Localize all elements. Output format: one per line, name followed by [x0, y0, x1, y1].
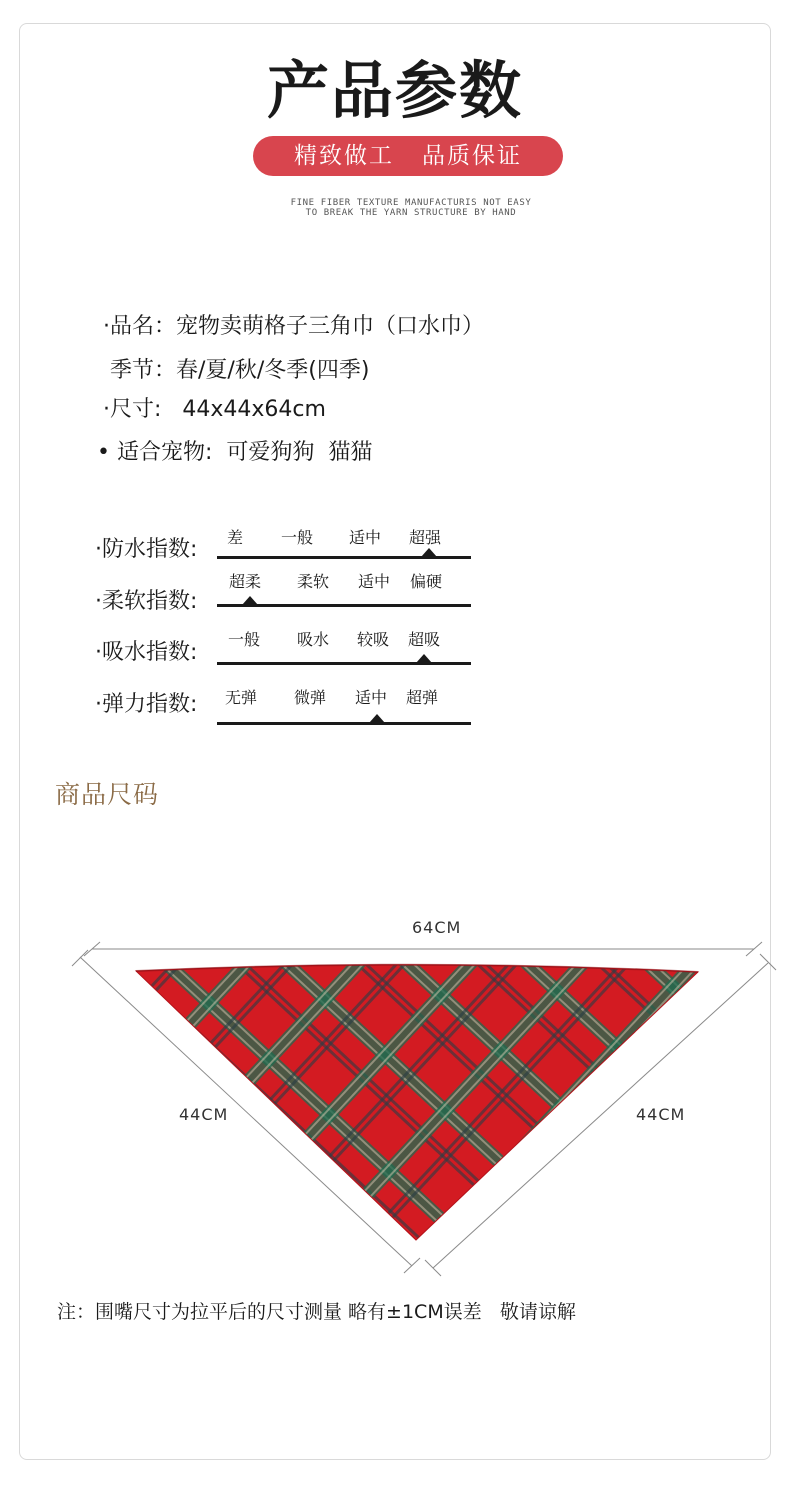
bandana-image: [136, 965, 698, 1240]
index-option: 超柔: [229, 572, 262, 591]
index-option: 较吸: [357, 630, 390, 649]
info-season: 季节：春/夏/秋/冬季(四季): [103, 358, 370, 383]
index-option: 无弹: [225, 688, 258, 707]
index-label-softness: ·柔软指数:: [95, 589, 198, 614]
index-option: 吸水: [297, 630, 330, 649]
info-size: ·尺寸: 44x44x64cm: [103, 397, 326, 422]
index-option: 微弹: [294, 688, 327, 707]
quality-badge: 精致做工 品质保证: [253, 136, 563, 176]
size-section-title: 商品尺码: [55, 780, 160, 809]
index-option: 偏硬: [410, 572, 443, 591]
index-option: 柔软: [297, 572, 330, 591]
info-suitable-pets: • 适合宠物: 可爱狗狗 猫猫: [97, 440, 373, 465]
page-title: 产品参数: [266, 54, 523, 127]
index-label-absorbency: ·吸水指数:: [95, 640, 198, 665]
index-option: 超吸: [408, 630, 441, 649]
dimension-top: 64CM: [412, 918, 462, 937]
subtitle-line-2: TO BREAK THE YARN STRUCTURE BY HAND: [305, 208, 517, 218]
index-option: 差: [227, 528, 244, 547]
index-option: 一般: [281, 528, 314, 547]
dimension-left: 44CM: [179, 1105, 229, 1124]
index-label-waterproof: ·防水指数:: [95, 537, 198, 562]
dimension-right: 44CM: [636, 1105, 686, 1124]
info-product-name: ·品名：宠物卖萌格子三角巾（口水巾）: [103, 314, 484, 339]
size-note: 注：围嘴尺寸为拉平后的尺寸测量 略有±1CM误差 敬请谅解: [57, 1301, 576, 1323]
index-option: 适中: [349, 528, 382, 547]
index-option: 适中: [358, 572, 391, 591]
index-option: 适中: [355, 688, 388, 707]
index-option: 超弹: [406, 688, 439, 707]
index-option: 一般: [228, 630, 261, 649]
subtitle-line-1: FINE FIBER TEXTURE MANUFACTURIS NOT EASY: [290, 198, 532, 208]
index-label-elasticity: ·弹力指数:: [95, 692, 198, 717]
index-option: 超强: [409, 528, 442, 547]
